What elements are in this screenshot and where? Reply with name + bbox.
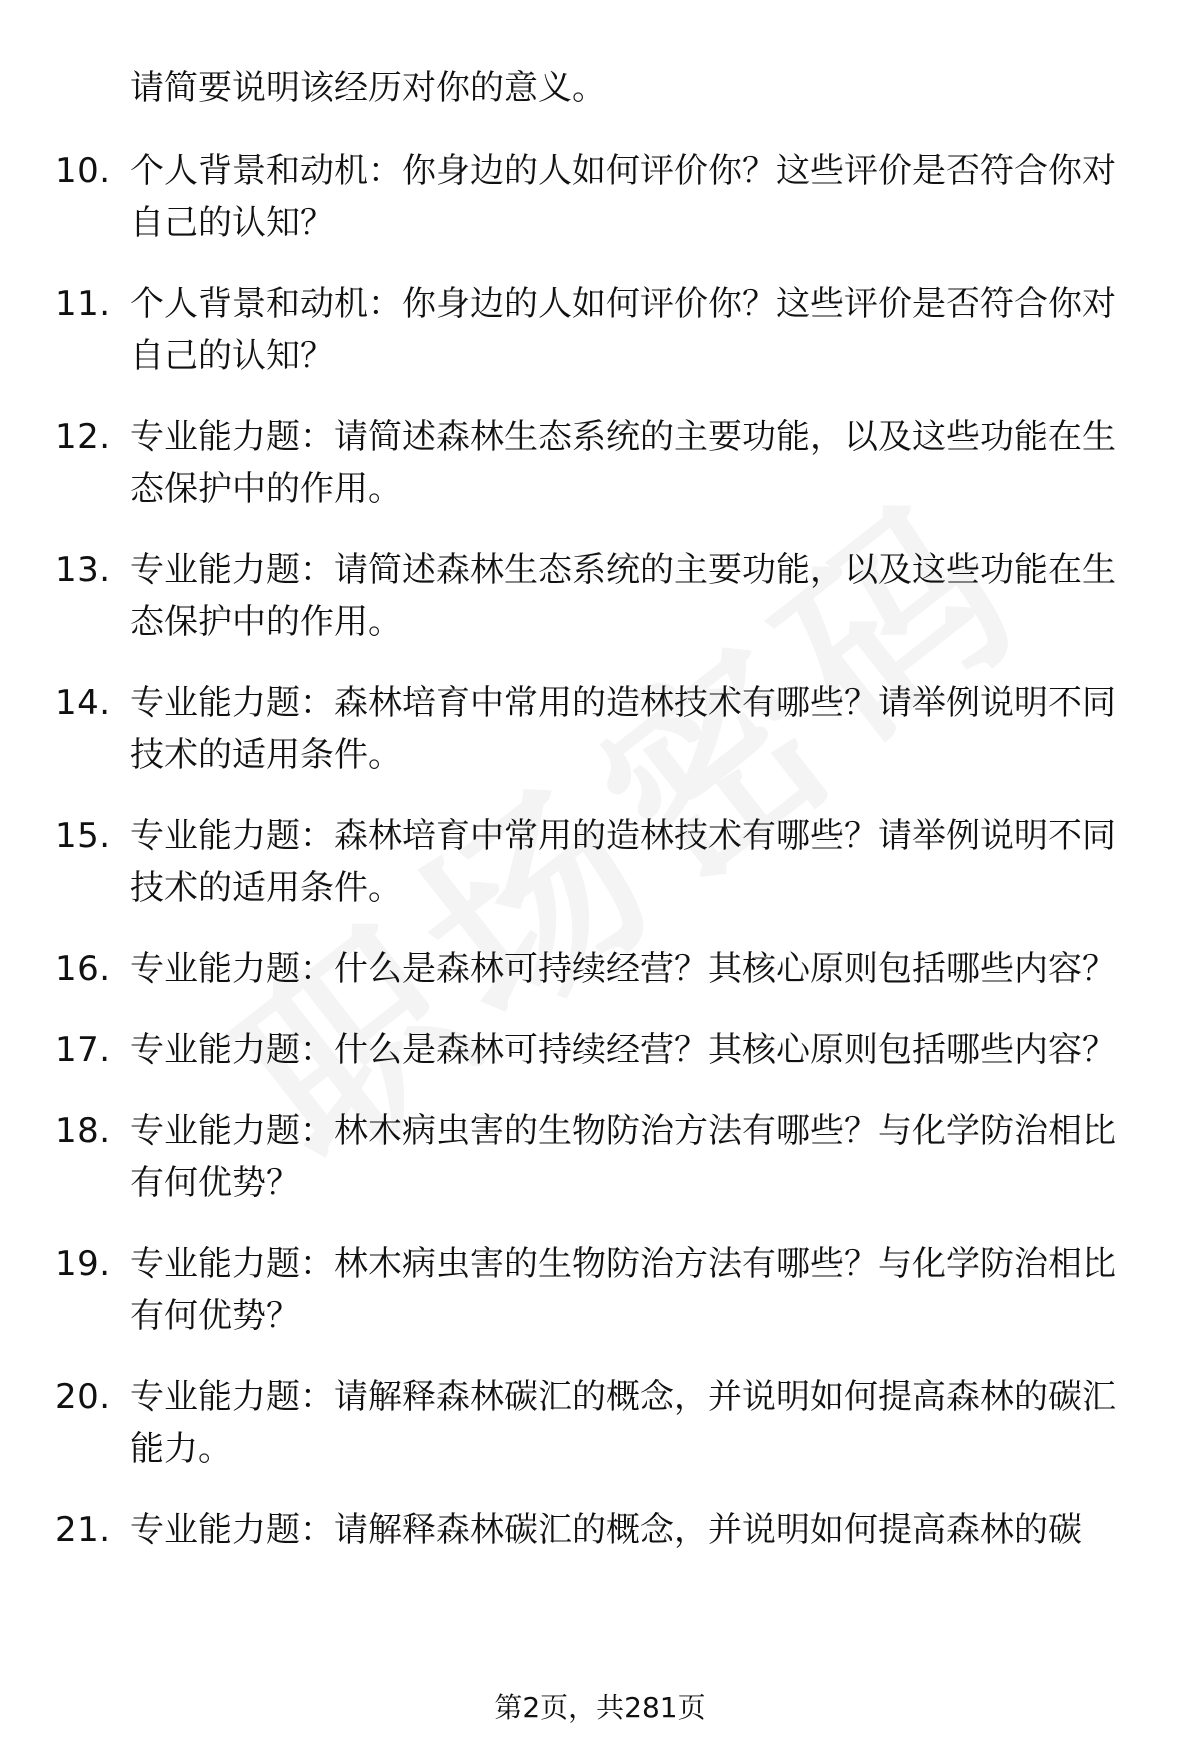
item-text: 专业能力题：请简述森林生态系统的主要功能，以及这些功能在生态保护中的作用。 (130, 550, 1116, 642)
item-number: 18. (55, 1111, 111, 1151)
list-item (0, 278, 1200, 382)
item-number: 15. (55, 816, 111, 856)
item-number: 19. (55, 1244, 111, 1284)
item-number: 17. (55, 1030, 111, 1070)
item-text: 专业能力题：林木病虫害的生物防治方法有哪些？与化学防治相比有何优势？ (130, 1244, 1116, 1336)
list-item (0, 1105, 1200, 1209)
item-number: 10. (55, 151, 111, 191)
item-number: 21. (55, 1510, 111, 1550)
list-item (0, 544, 1200, 648)
item-text: 专业能力题：什么是森林可持续经营？其核心原则包括哪些内容？ (130, 1030, 1116, 1070)
item-number: 11. (55, 284, 111, 324)
item-text: 专业能力题：请解释森林碳汇的概念，并说明如何提高森林的碳汇能力。 (130, 1377, 1116, 1469)
item-text: 专业能力题：森林培育中常用的造林技术有哪些？请举例说明不同技术的适用条件。 (130, 816, 1116, 908)
item-text: 专业能力题：什么是森林可持续经营？其核心原则包括哪些内容？ (130, 949, 1116, 989)
continuation-text: 请简要说明该经历对你的意义。 (130, 68, 606, 108)
list-item (0, 145, 1200, 249)
item-number: 14. (55, 683, 111, 723)
item-text: 专业能力题：林木病虫害的生物防治方法有哪些？与化学防治相比有何优势？ (130, 1111, 1116, 1203)
item-number: 20. (55, 1377, 111, 1417)
page-indicator: 第2页，共281页 (494, 1691, 706, 1724)
item-text: 专业能力题：请解释森林碳汇的概念，并说明如何提高森林的碳 (130, 1510, 1082, 1550)
list-item (0, 810, 1200, 914)
item-text: 专业能力题：请简述森林生态系统的主要功能，以及这些功能在生态保护中的作用。 (130, 417, 1116, 509)
item-number: 16. (55, 949, 111, 989)
item-text: 个人背景和动机：你身边的人如何评价你？这些评价是否符合你对自己的认知？ (130, 151, 1116, 243)
item-text: 个人背景和动机：你身边的人如何评价你？这些评价是否符合你对自己的认知？ (130, 284, 1116, 376)
list-item (0, 1371, 1200, 1475)
list-item (0, 1238, 1200, 1342)
item-number: 12. (55, 417, 111, 457)
list-item (0, 1504, 1200, 1556)
item-text: 专业能力题：森林培育中常用的造林技术有哪些？请举例说明不同技术的适用条件。 (130, 683, 1116, 775)
list-item (0, 943, 1200, 995)
list-item (0, 1024, 1200, 1076)
list-item (0, 677, 1200, 781)
list-item (0, 411, 1200, 515)
question-list (0, 145, 1200, 1585)
item-number: 13. (55, 550, 111, 590)
